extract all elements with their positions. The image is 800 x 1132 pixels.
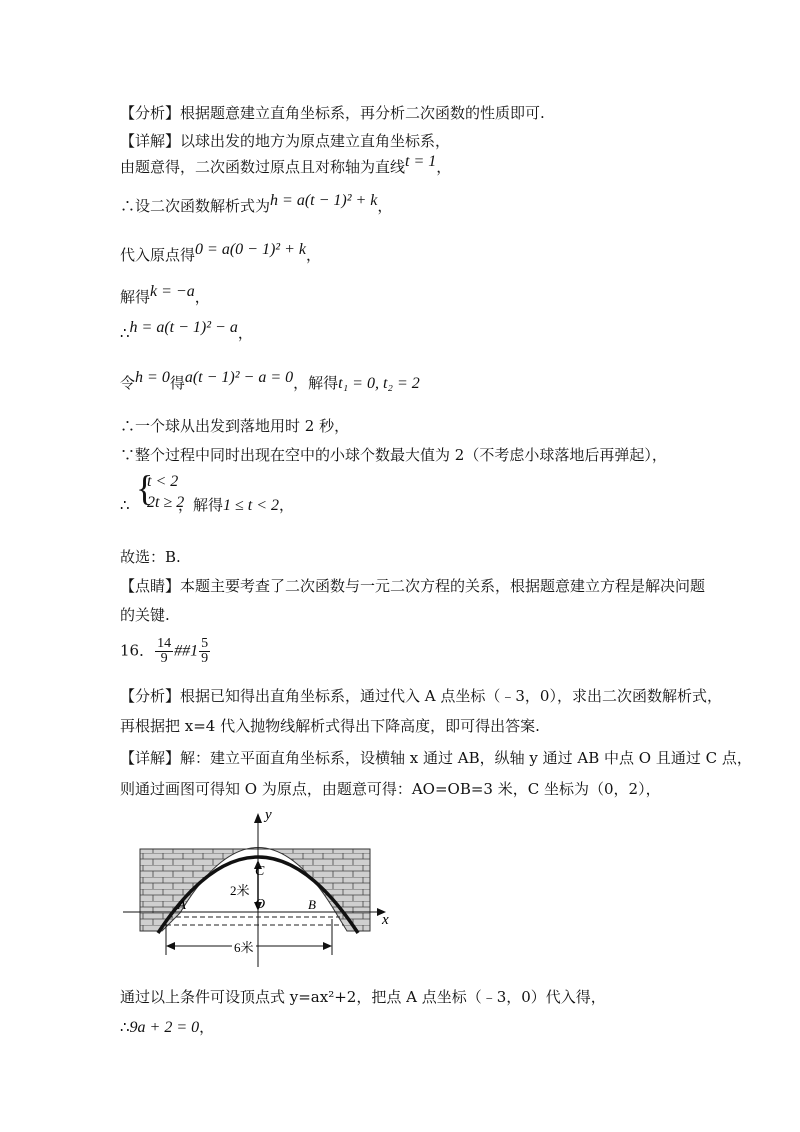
comment-line-2: 的关键. — [120, 606, 170, 624]
substitute-line — [120, 241, 321, 266]
y-axis-label: y — [265, 807, 272, 823]
point-o-label: O — [255, 897, 266, 912]
comment-line: 【点睛】本题主要考查了二次函数与一元二次方程的关系，根据题意建立方程是解决问题 — [120, 577, 706, 595]
separator: ##1 — [174, 642, 199, 660]
vertex-form-line: 通过以上条件可设顶点式 y=ax²+2，把点 A 点坐标（﹣3，0）代入得， — [120, 988, 606, 1006]
math: h = a(t − 1)² − a — [129, 319, 238, 336]
solve-k-line — [120, 283, 210, 308]
numerator: 14 — [157, 636, 172, 651]
therefore: ∴ — [120, 324, 130, 342]
assume-line — [120, 192, 393, 217]
fraction-1 — [155, 637, 173, 666]
text: ∴设二次函数解析式为 — [120, 197, 271, 215]
detail-line-16: 【详解】解：建立平面直角坐标系，设横轴 x 通过 AB，纵轴 y 通过 AB 中点 O 且通过 C 点， — [120, 749, 752, 767]
math: a(t − 1)² − a = 0 — [184, 369, 294, 386]
text: ， — [279, 496, 295, 514]
width-arrowhead-right — [323, 942, 332, 950]
text: 得 — [169, 374, 185, 392]
height-label: 2米 — [230, 883, 250, 898]
brick-wall — [140, 848, 370, 932]
text: ， — [194, 288, 210, 306]
math: k = −a — [150, 283, 195, 300]
let-h-line — [120, 369, 420, 394]
width-arrowhead-left — [166, 942, 175, 950]
question-number: 16． — [120, 641, 155, 660]
text: ， — [199, 1018, 215, 1036]
equation-line — [120, 1017, 214, 1038]
denominator: 9 — [160, 651, 168, 666]
brace: { — [136, 468, 154, 508]
text: ， — [305, 246, 321, 264]
question-16-answer — [120, 637, 211, 666]
symmetry-axis-line — [120, 153, 452, 178]
system-solution — [178, 495, 294, 516]
analysis-line: 【分析】根据题意建立直角坐标系，再分析二次函数的性质即可. — [120, 104, 545, 122]
math: h = a(t − 1)² + k — [270, 192, 378, 209]
x-axis-label: x — [382, 912, 389, 928]
detail-line: 【详解】以球出发的地方为原点建立直角坐标系， — [120, 132, 451, 150]
analysis-line-16: 【分析】根据已知得出直角坐标系，通过代入 A 点坐标（﹣3，0），求出二次函数解析式， — [120, 687, 722, 705]
math: h = 0 — [135, 369, 170, 386]
point-c-label: C — [255, 864, 265, 879]
water-dashes — [166, 917, 344, 925]
width-label: 6米 — [234, 940, 254, 955]
text: 由题意得，二次函数过原点且对称轴为直线 — [120, 158, 406, 176]
text: ， — [436, 158, 452, 176]
text: ，解得 — [178, 496, 224, 514]
therefore: ∴ — [120, 496, 130, 514]
denominator: 9 — [201, 651, 209, 666]
fraction-2 — [199, 637, 210, 666]
math: 1 ≤ t < 2 — [223, 497, 280, 514]
answer-line: 故选：B. — [120, 548, 181, 566]
text: 解得 — [120, 288, 151, 306]
math: 0 = a(0 − 1)² + k — [195, 241, 306, 258]
bridge-arch-figure — [118, 805, 398, 975]
result-line — [120, 319, 253, 344]
text: ， — [237, 324, 253, 342]
math: 9a + 2 = 0 — [129, 1019, 200, 1036]
therefore: ∴ — [120, 1018, 130, 1036]
numerator: 5 — [201, 636, 209, 651]
text: ， — [377, 197, 393, 215]
ineq-1: t < 2 — [147, 473, 179, 490]
detail-line-16b: 则通过画图可得知 O 为原点，由题意可得：AO=OB=3 米，C 坐标为（0，2）， — [120, 780, 661, 798]
point-a-label: A — [178, 897, 186, 912]
analysis-line-16b: 再根据把 x=4 代入抛物线解析式得出下降高度，即可得出答案. — [120, 717, 540, 735]
y-arrow — [254, 813, 262, 823]
math: t₁ = 0, t₂ = 2 — [338, 375, 420, 392]
time-line: ∴一个球从出发到落地用时 2 秒， — [120, 417, 350, 435]
text: ，解得 — [293, 374, 339, 392]
math: t = 1 — [405, 153, 437, 170]
point-b-label: B — [308, 897, 316, 912]
ineq-2: 2t ≥ 2 — [147, 494, 185, 511]
text: 令 — [120, 374, 136, 392]
text: 代入原点得 — [120, 246, 196, 264]
because-line: ∵整个过程中同时出现在空中的小球个数最大值为 2（不考虑小球落地后再弹起）， — [120, 446, 667, 464]
